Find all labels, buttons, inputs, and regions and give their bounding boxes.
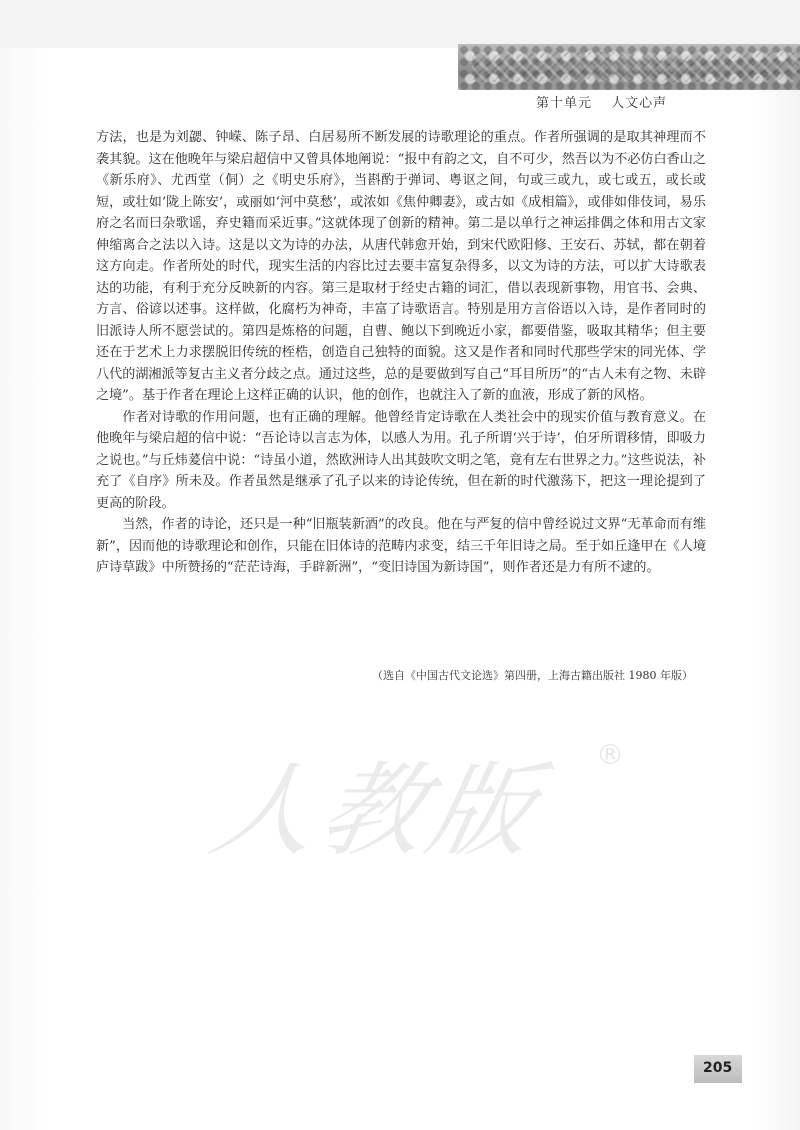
top-margin-band: [0, 0, 800, 48]
watermark-text: 人教版: [201, 752, 551, 871]
paragraph-3: 当然，作者的诗论，还只是一种“旧瓶装新酒”的改良。他在与严复的信中曾经说过文界“无革命而有维新”，因而他的诗歌理论和创作，只能在旧体诗的范畴内求变，结三千年旧诗之局。至于如丘逢甲在《人境庐诗草跋》中所赞扬的“茫茫诗海，手辟新洲”，“变旧诗国为新诗国”，则作者还是力有所不逮的。: [96, 517, 706, 575]
running-header: [536, 92, 667, 111]
source-citation: （选自《中国古代文论选》第四册，上海古籍出版社 1980 年版）: [372, 669, 693, 682]
paragraph-2: 作者对诗歌的作用问题，也有正确的理解。他曾经肯定诗歌在人类社会中的现实价值与教育意义。在他晚年与梁启超的信中说：“吾论诗以言志为体，以感人为用。孔子所谓‘兴于诗’，伯牙所谓移情，即吸力之说也。”与丘炜萲信中说：“诗虽小道，然欧洲诗人出其鼓吹文明之笔，竟有左右世界之力。”这些说法，补充了《自序》所未及。作者虽然是继承了孔子以来的诗论传统，但在新的时代激荡下，把这一理论提到了更高的阶段。: [96, 409, 706, 511]
paragraph-1: 方法，也是为刘勰、钟嵘、陈子昂、白居易所不断发展的诗歌理论的重点。作者所强调的是取其神理而不袭其貌。这在他晚年与梁启超信中又曾具体地阐说：“报中有韵之文，自不可少，然吾以为不必仿白香山之《新乐府》、尤西堂（侗）之《明史乐府》，当斟酌于弹词、粤讴之间，句或三或九，或七或五，或长或短，或壮如‘陇上陈安’，或丽如‘河中莫愁’，或浓如《焦仲卿妻》，或古如《成相篇》，或俳如俳伎词，易乐府之名而曰杂歌谣，弃史籍而采近事。”这就体现了创新的精神。第二是以单行之神运排偶之体和用古文家伸缩离合之法以入诗。这是以文为诗的办法，从唐代韩愈开始，到宋代欧阳修、王安石、苏轼，都在朝着这方向走。作者所处的时代，现实生活的内容比过去要丰富复杂得多，以文为诗的方法，可以扩大诗歌表达的功能，有利于充分反映新的内容。第三是取材于经史古籍的词汇，借以表现新事物，用官书、会典、方言、俗谚以述事。这样做，化腐朽为神奇，丰富了诗歌语言。特别是用方言俗语以入诗，是作者同时的旧派诗人所不愿尝试的。第四是炼格的问题，自曹、鲍以下到晚近小家，都要借鉴，吸取其精华；但主要还在于艺术上力求摆脱旧传统的桎梏，创造自己独特的面貌。这又是作者和同时代那些学宋的同光体、学八代的湖湘派等复古主义者分歧之点。通过这些，总的是要做到写自己“耳目所历”的“古人未有之物、未辟之境”。基于作者在理论上这样正确的认识，他的创作，也就注入了新的血液，形成了新的风格。: [96, 130, 706, 403]
header-ornament-texture: [472, 52, 800, 82]
article-body: [96, 127, 706, 579]
unit-number: 第十单元: [536, 96, 593, 111]
registered-mark: ®: [596, 738, 624, 771]
page-number: 205: [703, 1060, 733, 1076]
unit-title: 人文心声: [611, 96, 668, 111]
